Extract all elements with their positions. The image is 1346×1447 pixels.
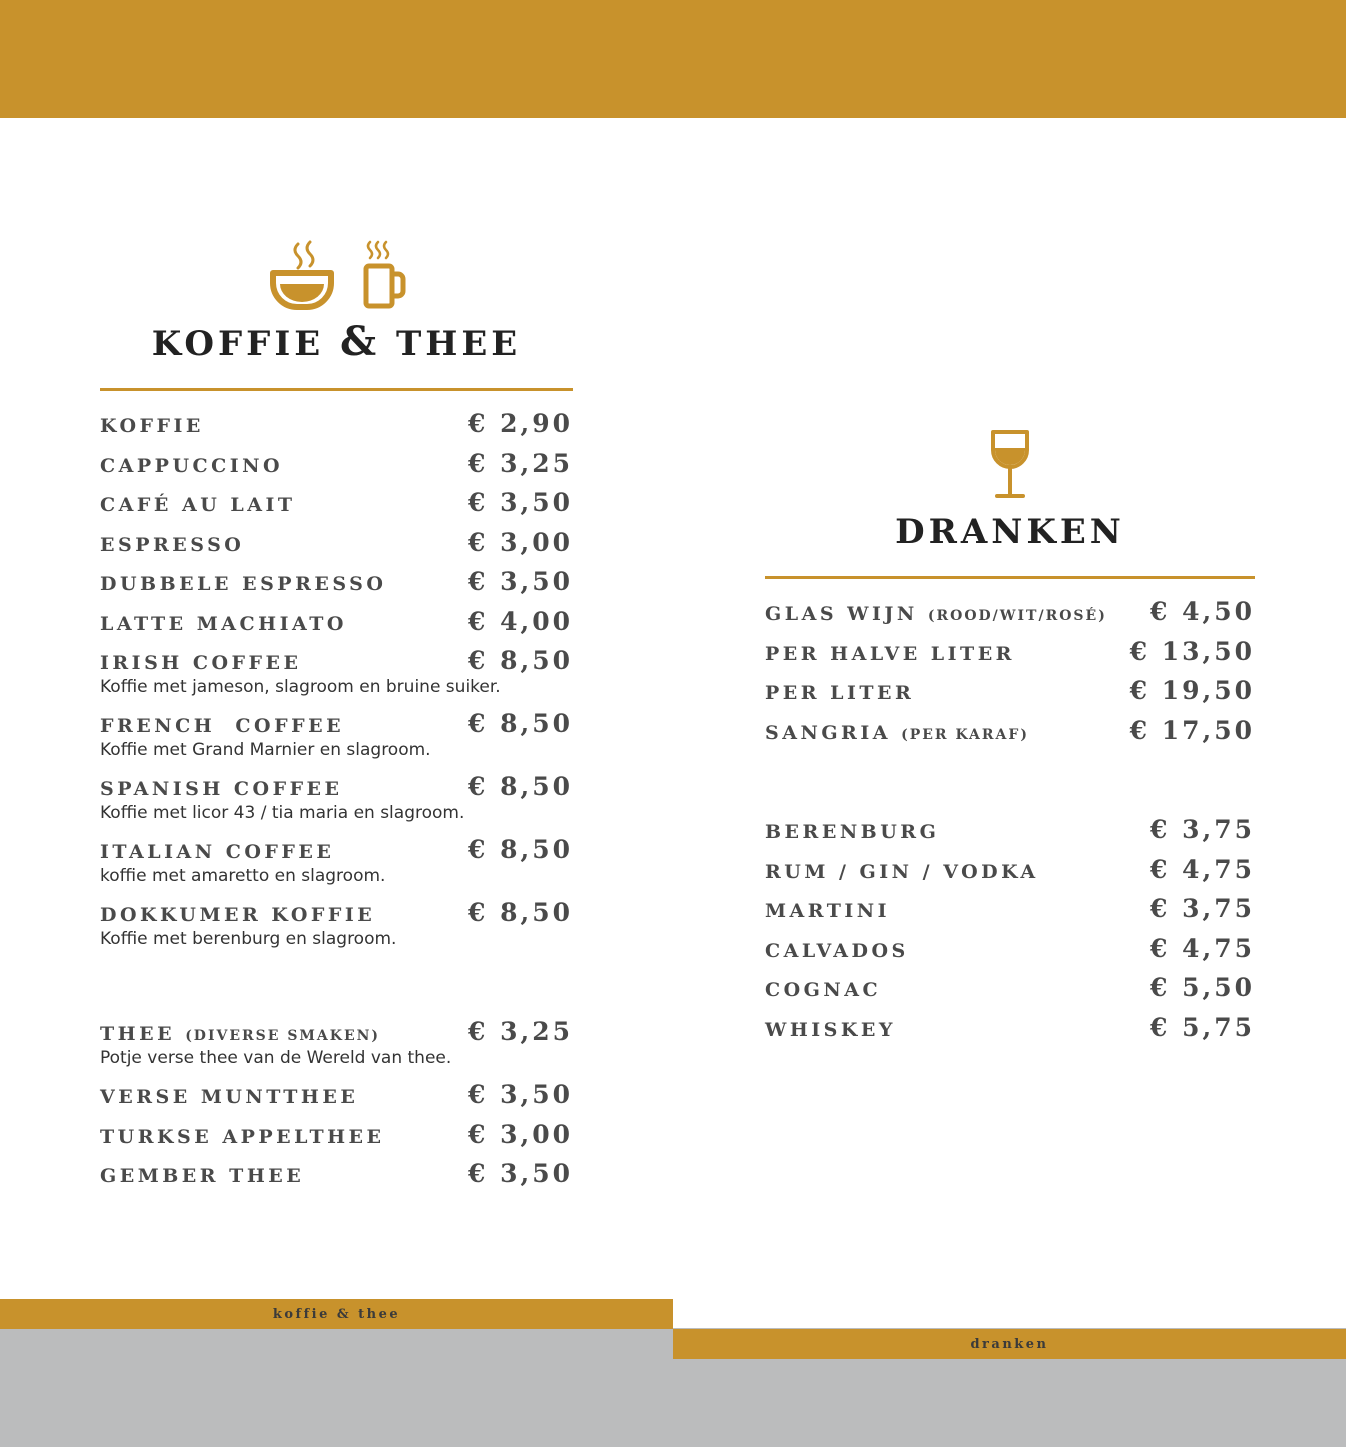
item-name: MARTINI <box>765 900 891 922</box>
item-price: € 3,00 <box>468 1119 573 1149</box>
item-price: € 4,50 <box>1150 597 1255 626</box>
item-name: IRISH COFFEE <box>100 652 302 674</box>
item-description: Potje verse thee van de Wereld van thee. <box>100 1048 452 1068</box>
item-name: GLAS WIJN <box>765 603 918 625</box>
item-name: SPANISH COFFEE <box>100 778 343 800</box>
list-item <box>100 835 573 886</box>
dranken-section <box>765 420 1255 1052</box>
item-price: € 3,25 <box>468 448 573 478</box>
item-name: LATTE MACHIATO <box>100 612 347 635</box>
item-name: SANGRIA <box>765 721 891 744</box>
item-description: Koffie met licor 43 / tia maria en slagroom. <box>100 803 465 823</box>
list-item <box>765 855 1255 883</box>
list-item <box>100 449 573 477</box>
item-name: WHISKEY <box>765 1018 896 1041</box>
list-item <box>100 567 573 595</box>
item-name: PER LITER <box>765 682 915 704</box>
coffee-list <box>100 409 573 949</box>
item-price: € 8,50 <box>468 898 573 927</box>
list-item <box>100 488 573 516</box>
top-banner <box>0 0 1346 118</box>
spirits-list <box>765 815 1255 1041</box>
item-price: € 5,75 <box>1150 1012 1255 1042</box>
item-name: KOFFIE <box>100 415 204 437</box>
tea-list <box>100 1017 573 1187</box>
item-name: RUM / GIN / VODKA <box>765 860 1039 883</box>
list-item <box>100 607 573 635</box>
list-item <box>765 815 1255 843</box>
footer-label: dranken <box>970 1336 1049 1352</box>
item-name: FRENCH COFFEE <box>100 715 345 737</box>
title-divider <box>100 388 573 391</box>
list-item <box>100 409 573 437</box>
list-item <box>765 676 1255 704</box>
item-name: DUBBELE ESPRESSO <box>100 573 387 595</box>
list-item <box>100 1120 573 1148</box>
item-description: koffie met amaretto en slagroom. <box>100 866 386 886</box>
item-name: TURKSE APPELTHEE <box>100 1125 385 1148</box>
coffee-cup-icon <box>268 240 338 310</box>
item-name: CALVADOS <box>765 939 909 962</box>
title-word-thee: THEE <box>395 324 522 364</box>
koffie-thee-section <box>100 230 573 1199</box>
list-item <box>100 1159 573 1187</box>
list-item <box>100 1080 573 1108</box>
item-name: VERSE MUNTTHEE <box>100 1086 359 1108</box>
item-price: € 3,25 <box>468 1017 573 1046</box>
item-price: € 3,50 <box>468 1159 573 1188</box>
list-item <box>765 1013 1255 1041</box>
item-price: € 3,00 <box>468 527 573 557</box>
footer-tab-koffie-thee <box>0 1299 673 1329</box>
item-note: (DIVERSE SMAKEN) <box>185 1028 381 1044</box>
item-name: BERENBURG <box>765 821 940 843</box>
item-note: (PER KARAF) <box>901 726 1029 743</box>
item-name: COGNAC <box>765 979 882 1001</box>
item-price: € 4,75 <box>1150 933 1255 963</box>
item-price: € 3,75 <box>1150 815 1255 844</box>
list-item <box>765 894 1255 922</box>
item-name: THEE <box>100 1023 176 1045</box>
item-price: € 19,50 <box>1129 676 1255 705</box>
list-item <box>765 934 1255 962</box>
item-description: Koffie met berenburg en slagroom. <box>100 929 397 949</box>
item-price: € 3,75 <box>1150 894 1255 923</box>
item-note: (ROOD/WIT/ROSÉ) <box>927 608 1107 624</box>
title-word-koffie: KOFFIE <box>151 324 325 364</box>
item-name: CAFÉ AU LAIT <box>100 494 296 516</box>
item-price: € 3,50 <box>468 567 573 596</box>
footer-label: koffie & thee <box>272 1306 401 1322</box>
item-name: DOKKUMER KOFFIE <box>100 904 376 926</box>
item-description: Koffie met Grand Marnier en slagroom. <box>100 740 431 760</box>
page-title <box>100 318 573 365</box>
item-price: € 17,50 <box>1129 715 1255 745</box>
item-description: Koffie met jameson, slagroom en bruine suiker. <box>100 677 501 697</box>
item-price: € 4,75 <box>1150 854 1255 884</box>
list-item <box>765 637 1255 665</box>
list-item <box>765 716 1255 744</box>
item-price: € 13,50 <box>1129 636 1255 666</box>
item-price: € 3,50 <box>468 1080 573 1109</box>
item-price: € 4,00 <box>468 606 573 636</box>
list-item <box>765 973 1255 1001</box>
list-item <box>100 528 573 556</box>
item-name: CAPPUCCINO <box>100 454 284 477</box>
item-price: € 2,90 <box>468 409 573 438</box>
item-price: € 8,50 <box>468 835 573 864</box>
item-name: ESPRESSO <box>100 533 245 556</box>
list-item <box>100 1017 573 1068</box>
wine-glass-icon <box>988 428 1032 500</box>
list-item <box>100 646 573 697</box>
item-price: € 8,50 <box>468 709 573 738</box>
title-ampersand: & <box>339 318 381 365</box>
list-item <box>100 709 573 760</box>
footer-tab-dranken <box>673 1329 1346 1359</box>
item-price: € 3,50 <box>468 488 573 517</box>
item-name: PER HALVE LITER <box>765 642 1015 665</box>
section-icons <box>100 230 573 310</box>
list-item <box>765 597 1255 625</box>
section-icons <box>765 420 1255 500</box>
item-name: ITALIAN COFFEE <box>100 841 335 863</box>
list-item <box>100 772 573 823</box>
section-title: DRANKEN <box>895 512 1125 552</box>
wine-list <box>765 597 1255 744</box>
tea-mug-icon <box>362 240 406 310</box>
list-item <box>100 898 573 949</box>
item-name: GEMBER THEE <box>100 1165 305 1187</box>
title-divider <box>765 576 1255 579</box>
item-price: € 8,50 <box>468 772 573 801</box>
item-price: € 5,50 <box>1150 973 1255 1002</box>
item-price: € 8,50 <box>468 646 573 675</box>
